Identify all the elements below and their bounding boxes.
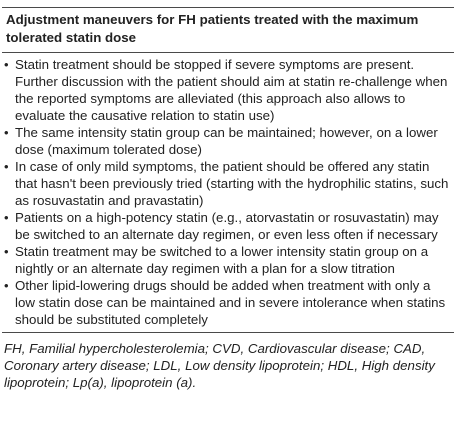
list-item-text: Statin treatment may be switched to a lower intensity statin group on a nightly or an alternate day regimen with a plan for a slow titration [15, 244, 429, 276]
bullet-icon: • [4, 57, 9, 72]
list-item [2, 209, 454, 243]
table-body-list [2, 53, 454, 332]
list-item-text: The same intensity statin group can be maintained; however, on a lower dose (maximum tolerated dose) [15, 125, 438, 157]
bullet-icon: • [4, 210, 9, 225]
list-item-text: Statin treatment should be stopped if severe symptoms are present. Further discussion with the patient should aim at statin re-challenge when the reported symptoms are alleviated (this approach also allows to evaluate the causative relation to statin use) [15, 57, 448, 123]
bullet-icon: • [4, 244, 9, 259]
table-header: Adjustment maneuvers for FH patients treated with the maximum tolerated statin dose [6, 12, 419, 45]
list-item-text: Other lipid-lowering drugs should be added when treatment with only a low statin dose can be maintained and in severe intolerance when statins should be substituted completely [15, 278, 446, 327]
bullet-icon: • [4, 125, 9, 140]
bullet-icon: • [4, 278, 9, 293]
list-item-text: In case of only mild symptoms, the patient should be offered any statin that hasn't been previously tried (starting with the hydrophilic statins, such as rosuvastatin and pravastatin) [15, 159, 449, 208]
adjustment-table [2, 7, 454, 391]
list-item [2, 277, 454, 328]
list-item-text: Patients on a high-potency statin (e.g., atorvastatin or rosuvastatin) may be switched to an alternate day regimen, or even less often if necessary [15, 210, 439, 242]
list-item [2, 124, 454, 158]
table-footnote: FH, Familial hypercholesterolemia; CVD, Cardiovascular disease; CAD, Coronary artery disease; LDL, Low density lipoprotein; HDL, High density lipoprotein; Lp(a), lipoprotein (a). [4, 341, 435, 390]
bullet-icon: • [4, 159, 9, 174]
list-item [2, 243, 454, 277]
list-item [2, 56, 454, 124]
list-item [2, 158, 454, 209]
